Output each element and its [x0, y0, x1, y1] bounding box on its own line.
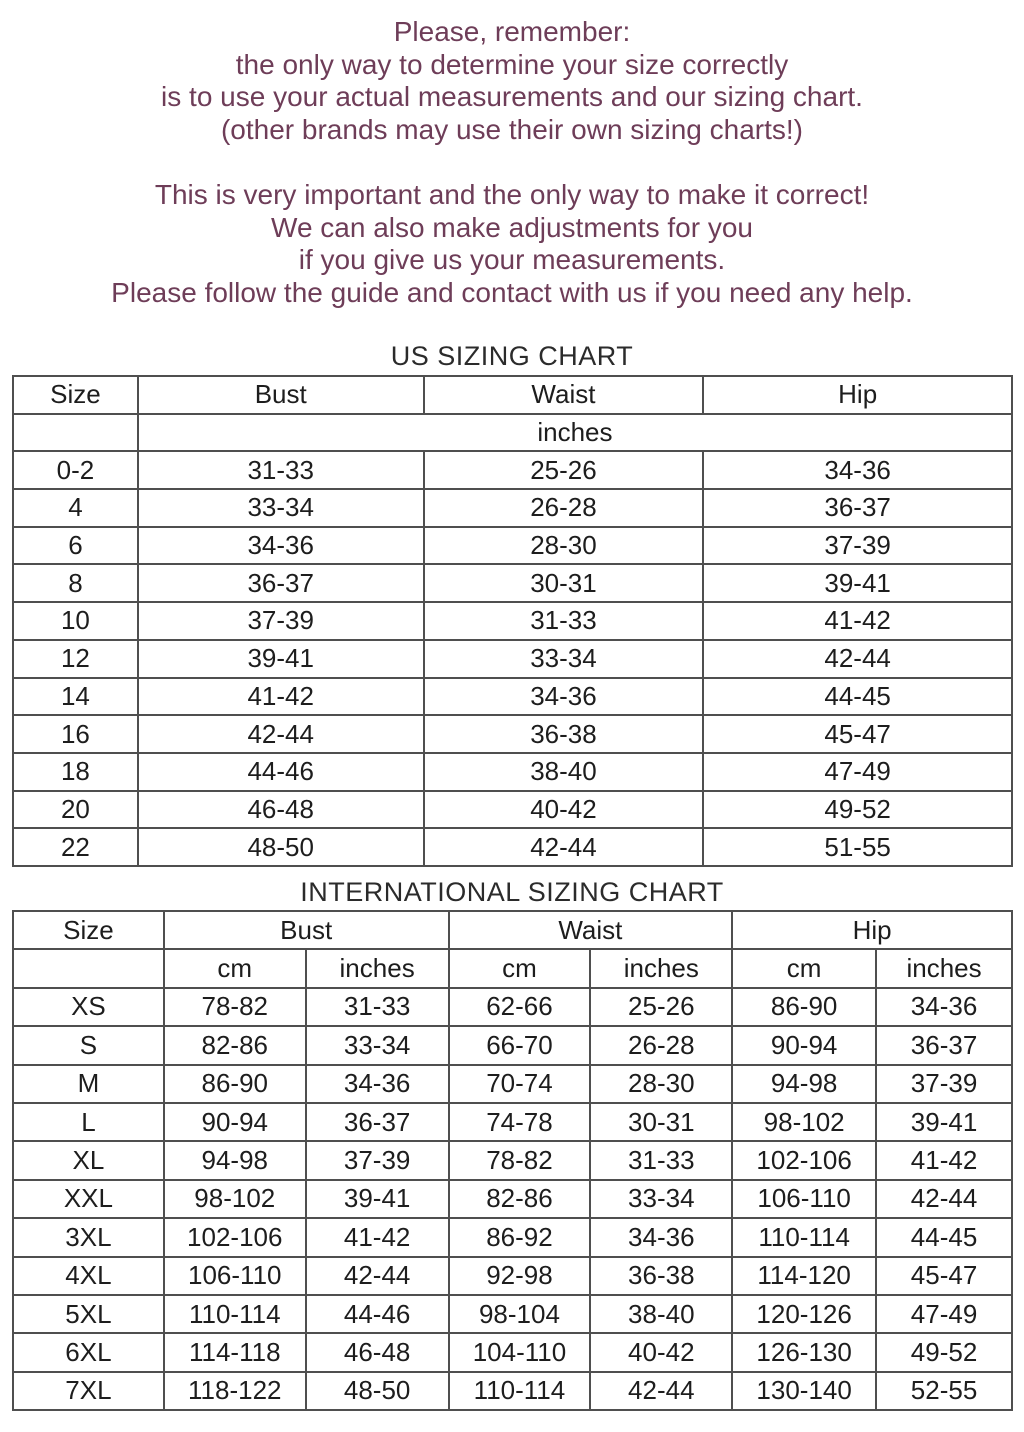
- table-cell: S: [13, 1026, 164, 1064]
- intro-line: Please, remember:: [393, 16, 631, 47]
- column-header-bust: Bust: [164, 911, 449, 949]
- table-cell: 33-34: [306, 1026, 449, 1064]
- table-cell: 34-36: [876, 988, 1012, 1026]
- table-cell: 98-104: [449, 1295, 591, 1333]
- unit-label-cm: cm: [164, 949, 306, 987]
- table-cell: 66-70: [449, 1026, 591, 1064]
- table-cell: 90-94: [732, 1026, 876, 1064]
- table-cell: 40-42: [590, 1333, 732, 1371]
- table-row: [13, 715, 1012, 753]
- table-cell: 46-48: [306, 1333, 449, 1371]
- table-cell: 49-52: [876, 1333, 1012, 1371]
- table-cell: 41-42: [138, 678, 424, 716]
- intro-line: Please follow the guide and contact with us if you need any help.: [111, 276, 913, 308]
- table-cell: 106-110: [164, 1257, 306, 1295]
- table-cell: 47-49: [703, 753, 1012, 791]
- table-row: [13, 1372, 1012, 1410]
- table-row: [13, 1257, 1012, 1295]
- table-row: [13, 1103, 1012, 1141]
- unit-label-inches: inches: [876, 949, 1012, 987]
- table-cell: 98-102: [164, 1180, 306, 1218]
- international-chart-title: INTERNATIONAL SIZING CHART: [300, 877, 724, 907]
- table-cell: 106-110: [732, 1180, 876, 1218]
- table-cell: 33-34: [590, 1180, 732, 1218]
- table-cell: 6: [13, 527, 138, 565]
- table-cell: 16: [13, 715, 138, 753]
- table-cell: 34-36: [590, 1218, 732, 1256]
- table-row: [13, 640, 1012, 678]
- table-cell: 42-44: [306, 1257, 449, 1295]
- intro-line: is to use your actual measurements and our sizing chart.: [161, 81, 863, 112]
- table-cell: 44-45: [703, 678, 1012, 716]
- table-cell: 36-37: [876, 1026, 1012, 1064]
- table-row: [13, 1141, 1012, 1179]
- table-cell: 25-26: [590, 988, 732, 1026]
- table-cell: 70-74: [449, 1065, 591, 1103]
- table-cell: 90-94: [164, 1103, 306, 1141]
- column-header-hip: Hip: [732, 911, 1012, 949]
- table-cell: 34-36: [306, 1065, 449, 1103]
- table-cell: 39-41: [876, 1103, 1012, 1141]
- unit-label-inches: inches: [306, 949, 449, 987]
- table-cell: L: [13, 1103, 164, 1141]
- table-cell: 34-36: [138, 527, 424, 565]
- table-cell: 3XL: [13, 1218, 164, 1256]
- table-cell: 30-31: [424, 564, 704, 602]
- column-header-waist: Waist: [424, 376, 704, 414]
- table-row: [13, 1026, 1012, 1064]
- table-cell: 12: [13, 640, 138, 678]
- us-unit-row: [13, 414, 1012, 452]
- table-cell: XS: [13, 988, 164, 1026]
- table-cell: 47-49: [876, 1295, 1012, 1333]
- table-cell: 18: [13, 753, 138, 791]
- table-cell: 36-38: [424, 715, 704, 753]
- table-cell: 86-90: [164, 1065, 306, 1103]
- table-cell: 102-106: [164, 1218, 306, 1256]
- table-cell: 4XL: [13, 1257, 164, 1295]
- table-cell: 110-114: [164, 1295, 306, 1333]
- table-row: [13, 678, 1012, 716]
- table-cell: 44-46: [306, 1295, 449, 1333]
- table-cell: 49-52: [703, 791, 1012, 829]
- table-row: [13, 828, 1012, 866]
- table-cell: 10: [13, 602, 138, 640]
- table-cell: XL: [13, 1141, 164, 1179]
- unit-label-cm: cm: [732, 949, 876, 987]
- table-cell: 37-39: [703, 527, 1012, 565]
- intl-unit-row: [13, 949, 1012, 987]
- table-cell: 6XL: [13, 1333, 164, 1371]
- empty-cell: [13, 414, 138, 452]
- table-cell: 39-41: [306, 1180, 449, 1218]
- table-cell: 130-140: [732, 1372, 876, 1410]
- table-row: [13, 791, 1012, 829]
- table-cell: 41-42: [876, 1141, 1012, 1179]
- table-cell: 38-40: [590, 1295, 732, 1333]
- intl-header-row: [13, 911, 1012, 949]
- table-cell: 36-37: [138, 564, 424, 602]
- us-table-body: [13, 451, 1012, 866]
- table-cell: 46-48: [138, 791, 424, 829]
- table-cell: 28-30: [590, 1065, 732, 1103]
- table-cell: XXL: [13, 1180, 164, 1218]
- intro-line: This is very important and the only way to make it correct!: [154, 179, 870, 210]
- column-header-bust: Bust: [138, 376, 424, 414]
- table-cell: 37-39: [306, 1141, 449, 1179]
- table-cell: 126-130: [732, 1333, 876, 1371]
- table-cell: 22: [13, 828, 138, 866]
- table-cell: 42-44: [590, 1372, 732, 1410]
- intro-line: We can also make adjustments for you: [271, 211, 753, 243]
- table-cell: 52-55: [876, 1372, 1012, 1410]
- table-cell: 31-33: [306, 988, 449, 1026]
- table-cell: 110-114: [732, 1218, 876, 1256]
- unit-label: inches: [138, 414, 1012, 452]
- table-cell: 34-36: [424, 678, 704, 716]
- column-header-waist: Waist: [449, 911, 733, 949]
- table-cell: 102-106: [732, 1141, 876, 1179]
- table-cell: 39-41: [138, 640, 424, 678]
- paragraph-gap: [0, 146, 1024, 179]
- table-cell: 36-38: [590, 1257, 732, 1295]
- table-cell: 37-39: [138, 602, 424, 640]
- table-cell: 48-50: [306, 1372, 449, 1410]
- table-cell: 78-82: [449, 1141, 591, 1179]
- table-cell: 14: [13, 678, 138, 716]
- table-cell: 31-33: [424, 602, 704, 640]
- table-cell: 118-122: [164, 1372, 306, 1410]
- table-cell: 30-31: [590, 1103, 732, 1141]
- table-cell: M: [13, 1065, 164, 1103]
- table-row: [13, 1218, 1012, 1256]
- table-cell: 0-2: [13, 451, 138, 489]
- intro-line: the only way to determine your size correctly: [235, 48, 789, 80]
- table-cell: 82-86: [164, 1026, 306, 1064]
- table-cell: 94-98: [732, 1065, 876, 1103]
- us-sizing-table: [12, 375, 1013, 867]
- table-cell: 44-46: [138, 753, 424, 791]
- table-cell: 20: [13, 791, 138, 829]
- table-row: [13, 1065, 1012, 1103]
- table-cell: 33-34: [138, 489, 424, 527]
- table-row: [13, 527, 1012, 565]
- table-cell: 39-41: [703, 564, 1012, 602]
- table-cell: 120-126: [732, 1295, 876, 1333]
- table-cell: 42-44: [138, 715, 424, 753]
- table-row: [13, 1333, 1012, 1371]
- table-cell: 33-34: [424, 640, 704, 678]
- table-row: [13, 564, 1012, 602]
- intro-line: if you give us your measurements.: [298, 244, 726, 275]
- table-cell: 26-28: [590, 1026, 732, 1064]
- table-cell: 31-33: [590, 1141, 732, 1179]
- table-cell: 28-30: [424, 527, 704, 565]
- intro-notice: [0, 16, 1024, 309]
- column-header-size: Size: [13, 911, 164, 949]
- table-cell: 82-86: [449, 1180, 591, 1218]
- table-row: [13, 1180, 1012, 1218]
- table-cell: 94-98: [164, 1141, 306, 1179]
- table-cell: 40-42: [424, 791, 704, 829]
- table-row: [13, 602, 1012, 640]
- table-cell: 25-26: [424, 451, 704, 489]
- intl-table-body: [13, 988, 1012, 1410]
- table-row: [13, 753, 1012, 791]
- table-row: [13, 489, 1012, 527]
- table-cell: 36-37: [306, 1103, 449, 1141]
- table-cell: 86-92: [449, 1218, 591, 1256]
- table-cell: 45-47: [703, 715, 1012, 753]
- intro-line: (other brands may use their own sizing charts!): [220, 113, 804, 145]
- table-cell: 42-44: [424, 828, 704, 866]
- table-cell: 8: [13, 564, 138, 602]
- table-cell: 114-120: [732, 1257, 876, 1295]
- table-cell: 7XL: [13, 1372, 164, 1410]
- international-sizing-table: [12, 910, 1013, 1411]
- table-row: [13, 988, 1012, 1026]
- table-cell: 34-36: [703, 451, 1012, 489]
- table-cell: 38-40: [424, 753, 704, 791]
- empty-cell: [13, 949, 164, 987]
- table-cell: 92-98: [449, 1257, 591, 1295]
- table-cell: 86-90: [732, 988, 876, 1026]
- table-cell: 4: [13, 489, 138, 527]
- table-cell: 110-114: [449, 1372, 591, 1410]
- unit-label-inches: inches: [590, 949, 732, 987]
- table-cell: 104-110: [449, 1333, 591, 1371]
- table-cell: 62-66: [449, 988, 591, 1026]
- table-row: [13, 1295, 1012, 1333]
- table-cell: 74-78: [449, 1103, 591, 1141]
- column-header-hip: Hip: [703, 376, 1012, 414]
- table-cell: 48-50: [138, 828, 424, 866]
- table-cell: 51-55: [703, 828, 1012, 866]
- table-row: [13, 451, 1012, 489]
- table-cell: 41-42: [703, 602, 1012, 640]
- table-cell: 42-44: [876, 1180, 1012, 1218]
- table-cell: 98-102: [732, 1103, 876, 1141]
- column-header-size: Size: [13, 376, 138, 414]
- table-cell: 31-33: [138, 451, 424, 489]
- us-chart-title: US SIZING CHART: [390, 341, 634, 371]
- table-cell: 41-42: [306, 1218, 449, 1256]
- table-cell: 45-47: [876, 1257, 1012, 1295]
- us-header-row: [13, 376, 1012, 414]
- table-cell: 42-44: [703, 640, 1012, 678]
- table-cell: 44-45: [876, 1218, 1012, 1256]
- table-cell: 5XL: [13, 1295, 164, 1333]
- unit-label-cm: cm: [449, 949, 591, 987]
- table-cell: 114-118: [164, 1333, 306, 1371]
- table-cell: 78-82: [164, 988, 306, 1026]
- table-cell: 37-39: [876, 1065, 1012, 1103]
- table-cell: 26-28: [424, 489, 704, 527]
- table-cell: 36-37: [703, 489, 1012, 527]
